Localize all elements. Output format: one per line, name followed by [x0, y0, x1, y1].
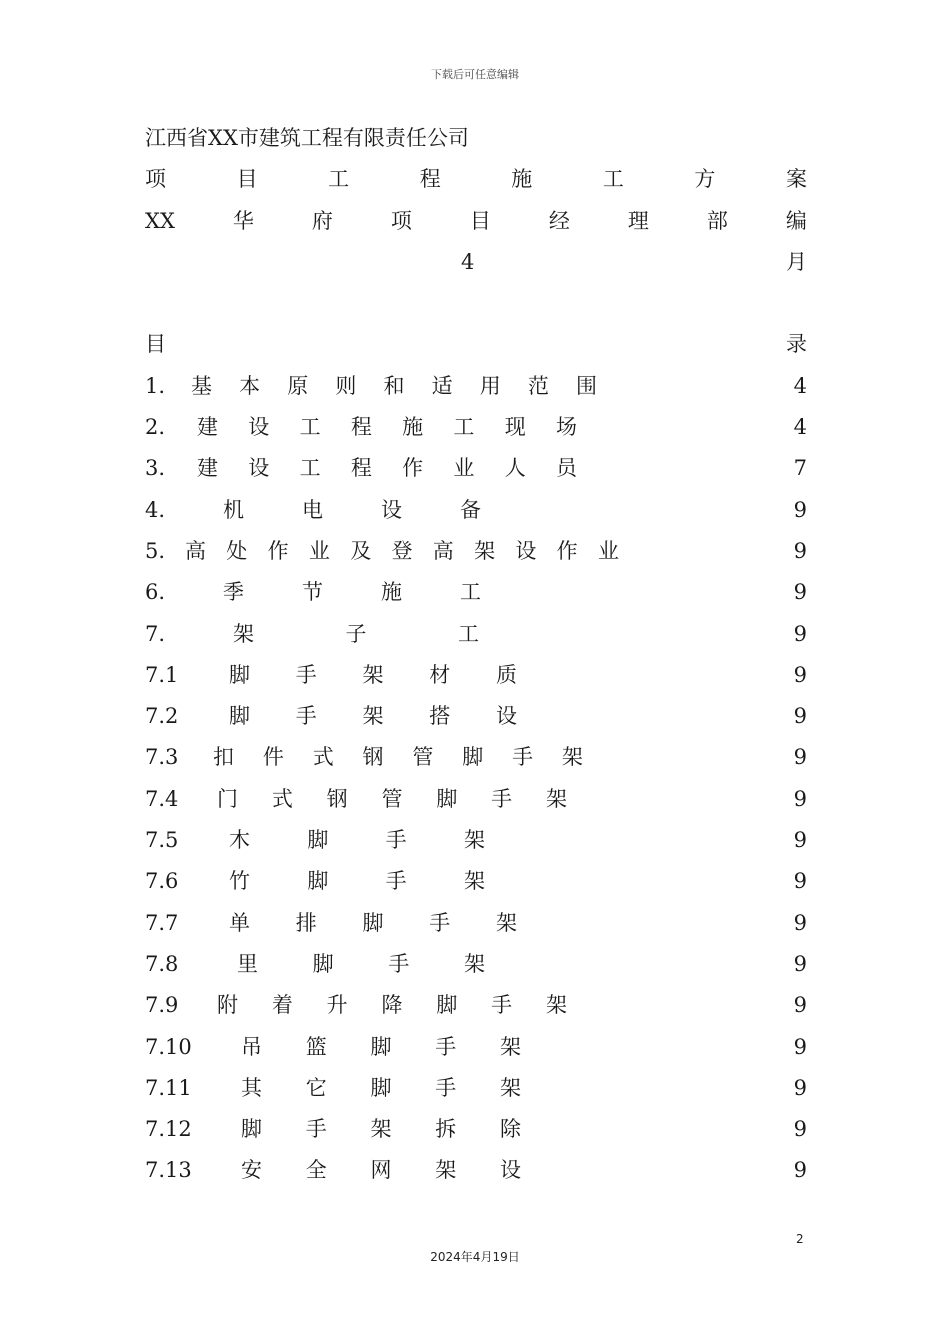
- compiler-char: 项: [390, 208, 412, 233]
- toc-title-char: 设: [248, 456, 270, 481]
- toc-entry-number: 7.11: [145, 1075, 192, 1100]
- toc-entry[interactable]: [145, 614, 807, 655]
- toc-entry-title: [197, 448, 577, 489]
- toc-title-char: 脚: [436, 993, 458, 1018]
- toc-title-char: 工: [458, 621, 479, 646]
- toc-title-char: 脚: [229, 704, 250, 729]
- toc-entry-title: [197, 407, 577, 448]
- toc-entry-title: [229, 903, 517, 944]
- page-number: 2: [796, 1232, 804, 1246]
- toc-title-char: 手: [435, 1075, 457, 1100]
- date-line: [145, 242, 807, 283]
- toc-title-char: 工: [460, 580, 481, 605]
- toc-entry-number: 3.: [145, 456, 166, 481]
- toc-title-char: 原: [287, 373, 309, 398]
- toc-title-char: 场: [555, 415, 577, 440]
- toc-entry-page: 9: [793, 951, 807, 976]
- toc-title-char: 材: [429, 662, 451, 687]
- toc-title-char: 高: [185, 538, 206, 563]
- toc-entry-title: [185, 531, 619, 572]
- toc-title-char: 基: [191, 373, 212, 398]
- toc-entry[interactable]: [145, 1027, 807, 1068]
- toc-title-char: 业: [308, 538, 330, 563]
- toc-title-char: 架: [500, 1075, 521, 1100]
- toc-title-char: 管: [412, 745, 434, 770]
- toc-title-char: 工: [453, 415, 475, 440]
- toc-entry[interactable]: [145, 1109, 807, 1150]
- toc-entry-number: 7.1: [145, 662, 179, 687]
- compiler-char: XX: [145, 208, 175, 233]
- toc-title-char: 作: [556, 538, 578, 563]
- toc-entry-page: 9: [793, 745, 807, 770]
- header-note: 下载后可任意编辑: [431, 68, 519, 81]
- toc-title-char: 降: [381, 993, 403, 1018]
- toc-title-char: 脚: [370, 1034, 392, 1059]
- toc-entry[interactable]: [145, 779, 807, 820]
- toc-title-char: 脚: [370, 1075, 392, 1100]
- toc-heading-char: 目: [145, 332, 166, 357]
- toc-title-char: 本: [239, 373, 261, 398]
- document-body: [145, 118, 807, 1192]
- toc-entry-page: 9: [793, 786, 807, 811]
- toc-entry-number: 7.6: [145, 869, 179, 894]
- toc-entry-number: 2.: [145, 415, 166, 440]
- title-char: 施: [511, 167, 533, 192]
- toc-entry[interactable]: [145, 820, 807, 861]
- toc-title-char: 施: [402, 415, 424, 440]
- toc-entry-number: 7.3: [145, 745, 179, 770]
- toc-title-char: 人: [504, 456, 526, 481]
- toc-title-char: 网: [370, 1158, 392, 1183]
- toc-title-char: 建: [197, 456, 218, 481]
- toc-title-char: 及: [350, 538, 372, 563]
- month-unit: 月: [786, 249, 807, 274]
- compiler-char: 编: [785, 208, 807, 233]
- toc-title-char: 设: [500, 1158, 521, 1183]
- toc-title-char: 处: [226, 538, 248, 563]
- toc-title-char: 里: [237, 951, 258, 976]
- month-number: 4: [461, 249, 475, 274]
- company-name: 江西省XX市建筑工程有限责任公司: [145, 126, 469, 150]
- toc-title-char: 作: [267, 538, 289, 563]
- toc-title-char: 管: [381, 786, 403, 811]
- toc-title-char: 式: [271, 786, 293, 811]
- toc-title-char: 架: [463, 828, 485, 853]
- toc-entry-page: 9: [793, 1158, 807, 1183]
- toc-title-char: 手: [295, 662, 317, 687]
- toc-entry[interactable]: [145, 655, 807, 696]
- toc-entry-title: [213, 737, 583, 778]
- toc-title-char: 则: [335, 373, 357, 398]
- compiler-char: 府: [311, 208, 333, 233]
- title-char: 工: [328, 167, 350, 192]
- toc-entry-number: 7.2: [145, 704, 179, 729]
- toc-title-char: 设: [248, 415, 270, 440]
- toc-title-char: 脚: [436, 786, 458, 811]
- spacer: [145, 283, 807, 324]
- toc-title-char: 架: [496, 910, 517, 935]
- toc-title-char: 业: [597, 538, 619, 563]
- toc-title-char: 建: [197, 415, 218, 440]
- toc-title-char: 机: [223, 497, 244, 522]
- toc-entry-title: [229, 696, 517, 737]
- toc-entry-page: 9: [793, 704, 807, 729]
- toc-title-char: 排: [295, 910, 317, 935]
- toc-title-char: 钢: [326, 786, 348, 811]
- toc-title-char: 适: [431, 373, 453, 398]
- toc-title-char: 手: [491, 993, 513, 1018]
- toc-title-char: 架: [545, 993, 567, 1018]
- toc-entry-number: 7.4: [145, 786, 179, 811]
- toc-heading-char: 录: [786, 332, 807, 357]
- toc-title-char: 节: [302, 580, 323, 605]
- toc-title-char: 单: [229, 910, 250, 935]
- toc-entry-title: [241, 1150, 521, 1191]
- toc-entry-title: [233, 614, 479, 655]
- toc-title-char: 设: [381, 497, 402, 522]
- toc-title-char: 脚: [462, 745, 484, 770]
- toc-title-char: 质: [496, 662, 517, 687]
- toc-entry[interactable]: [145, 696, 807, 737]
- compiler-char: 华: [232, 208, 254, 233]
- toc-entry-page: 9: [793, 662, 807, 687]
- toc-title-char: 备: [460, 497, 481, 522]
- toc-title-char: 架: [561, 745, 583, 770]
- toc-title-char: 围: [576, 373, 597, 398]
- toc-entry-title: [241, 1068, 521, 1109]
- toc-entry-title: [229, 861, 485, 902]
- toc-title-char: 用: [479, 373, 501, 398]
- toc-title-char: 它: [305, 1075, 327, 1100]
- toc-entry-page: 4: [793, 373, 807, 398]
- toc-entry-page: 7: [793, 456, 807, 481]
- toc-title-char: 子: [345, 621, 367, 646]
- compiler-char: 目: [469, 208, 491, 233]
- toc-entry-title: [229, 655, 517, 696]
- toc-title-char: 现: [504, 415, 526, 440]
- toc-entry[interactable]: [145, 944, 807, 985]
- toc-entry-page: 9: [793, 910, 807, 935]
- toc-entry[interactable]: [145, 407, 807, 448]
- toc-title-char: 手: [491, 786, 513, 811]
- toc-title-char: 手: [429, 910, 451, 935]
- title-char: 程: [419, 167, 441, 192]
- toc-entry-page: 9: [793, 580, 807, 605]
- toc-title-char: 脚: [307, 869, 329, 894]
- toc-entry[interactable]: [145, 903, 807, 944]
- toc-entry-number: 7.8: [145, 951, 179, 976]
- compiler-line: [145, 201, 807, 242]
- toc-title-char: 搭: [429, 704, 451, 729]
- toc-entry[interactable]: [145, 490, 807, 531]
- toc-entry-number: 7.9: [145, 993, 179, 1018]
- toc-title-char: 脚: [362, 910, 384, 935]
- toc-title-char: 架: [463, 951, 485, 976]
- toc-title-char: 着: [271, 993, 293, 1018]
- toc-title-char: 其: [241, 1075, 262, 1100]
- title-char: 项: [145, 167, 166, 192]
- toc-title-char: 工: [299, 456, 321, 481]
- toc-title-char: 钢: [362, 745, 384, 770]
- toc-title-char: 拆: [435, 1117, 457, 1142]
- toc-entry-title: [241, 1027, 521, 1068]
- toc-entry-number: 6.: [145, 580, 166, 605]
- toc-entry-title: [237, 944, 485, 985]
- toc-title-char: 脚: [241, 1117, 262, 1142]
- toc-title-char: 范: [527, 373, 549, 398]
- toc-entry-page: 9: [793, 1117, 807, 1142]
- toc-title-char: 施: [381, 580, 402, 605]
- toc-entry[interactable]: [145, 366, 807, 407]
- toc-heading: [145, 324, 807, 365]
- toc-entry-page: 9: [793, 1034, 807, 1059]
- toc-title-char: 架: [362, 704, 384, 729]
- toc-entry[interactable]: [145, 737, 807, 778]
- toc-entry[interactable]: [145, 985, 807, 1026]
- toc-title-char: 吊: [241, 1034, 262, 1059]
- toc-title-char: 手: [305, 1117, 327, 1142]
- toc-title-char: 手: [385, 869, 407, 894]
- toc-title-char: 全: [305, 1158, 327, 1183]
- toc-entry[interactable]: [145, 1068, 807, 1109]
- toc-entry-page: 4: [793, 415, 807, 440]
- toc-entry-number: 7.7: [145, 910, 179, 935]
- toc-title-char: 篮: [305, 1034, 327, 1059]
- toc-title-char: 架: [500, 1034, 521, 1059]
- toc-title-char: 设: [515, 538, 537, 563]
- toc-title-char: 高: [432, 538, 454, 563]
- toc-entry-page: 9: [793, 497, 807, 522]
- toc-entry-title: [223, 490, 481, 531]
- toc-entry-number: 7.12: [145, 1117, 192, 1142]
- toc-title-char: 设: [496, 704, 517, 729]
- toc-title-char: 季: [223, 580, 244, 605]
- toc-title-char: 员: [555, 456, 577, 481]
- toc-title-char: 和: [383, 373, 405, 398]
- toc-entry-page: 9: [793, 621, 807, 646]
- compiler-char: 经: [548, 208, 570, 233]
- toc-entry-number: 7.5: [145, 828, 179, 853]
- document-title: [145, 159, 807, 200]
- title-char: 目: [236, 167, 258, 192]
- toc-title-char: 扣: [213, 745, 234, 770]
- toc-title-char: 手: [512, 745, 534, 770]
- toc-entry-page: 9: [793, 828, 807, 853]
- toc-entry-title: [229, 820, 485, 861]
- toc-entry[interactable]: [145, 448, 807, 489]
- toc-title-char: 架: [362, 662, 384, 687]
- toc-title-char: 门: [217, 786, 238, 811]
- toc-entry[interactable]: [145, 572, 807, 613]
- toc-title-char: 脚: [229, 662, 250, 687]
- title-char: 工: [602, 167, 624, 192]
- compiler-char: 部: [706, 208, 728, 233]
- toc-title-char: 架: [545, 786, 567, 811]
- toc-entry-title: [217, 779, 567, 820]
- toc-title-char: 工: [299, 415, 321, 440]
- toc-entry-page: 9: [793, 1075, 807, 1100]
- toc-title-char: 程: [350, 456, 372, 481]
- toc-title-char: 手: [435, 1034, 457, 1059]
- toc-entry-number: 1.: [145, 373, 166, 398]
- toc-entry-title: [223, 572, 481, 613]
- toc-title-char: 架: [474, 538, 496, 563]
- toc-title-char: 除: [500, 1117, 521, 1142]
- toc-entry-title: [217, 985, 567, 1026]
- toc-entry-title: [241, 1109, 521, 1150]
- toc-title-char: 件: [262, 745, 284, 770]
- toc-title-char: 电: [302, 497, 323, 522]
- toc-entry-number: 7.13: [145, 1158, 192, 1183]
- title-char: 方: [694, 167, 716, 192]
- toc-title-char: 竹: [229, 869, 250, 894]
- toc-title-char: 木: [229, 828, 250, 853]
- footer-date: 2024年4月19日: [430, 1250, 520, 1264]
- toc-title-char: 手: [385, 828, 407, 853]
- toc-title-char: 手: [295, 704, 317, 729]
- toc-title-char: 安: [241, 1158, 262, 1183]
- toc-entry-page: 9: [793, 869, 807, 894]
- toc-entry-page: 9: [793, 538, 807, 563]
- toc-entry[interactable]: [145, 1150, 807, 1191]
- toc-title-char: 脚: [307, 828, 329, 853]
- toc-title-char: 式: [312, 745, 334, 770]
- toc-entry[interactable]: [145, 531, 807, 572]
- toc-title-char: 架: [435, 1158, 457, 1183]
- toc-title-char: 附: [217, 993, 238, 1018]
- toc-title-char: 架: [233, 621, 254, 646]
- compiler-char: 理: [627, 208, 649, 233]
- table-of-contents: [145, 366, 807, 1192]
- toc-title-char: 登: [391, 538, 413, 563]
- toc-entry-number: 7.10: [145, 1034, 192, 1059]
- toc-entry-number: 4.: [145, 497, 166, 522]
- toc-title-char: 架: [463, 869, 485, 894]
- toc-title-char: 手: [388, 951, 410, 976]
- toc-title-char: 程: [350, 415, 372, 440]
- title-char: 案: [785, 167, 807, 192]
- toc-entry-number: 5.: [145, 538, 166, 563]
- toc-title-char: 业: [453, 456, 475, 481]
- toc-title-char: 升: [326, 993, 348, 1018]
- toc-title-char: 作: [402, 456, 424, 481]
- toc-entry-page: 9: [793, 993, 807, 1018]
- toc-entry-number: 7.: [145, 621, 166, 646]
- toc-title-char: 脚: [312, 951, 334, 976]
- toc-entry-title: [191, 366, 597, 407]
- toc-title-char: 架: [370, 1117, 392, 1142]
- toc-entry[interactable]: [145, 861, 807, 902]
